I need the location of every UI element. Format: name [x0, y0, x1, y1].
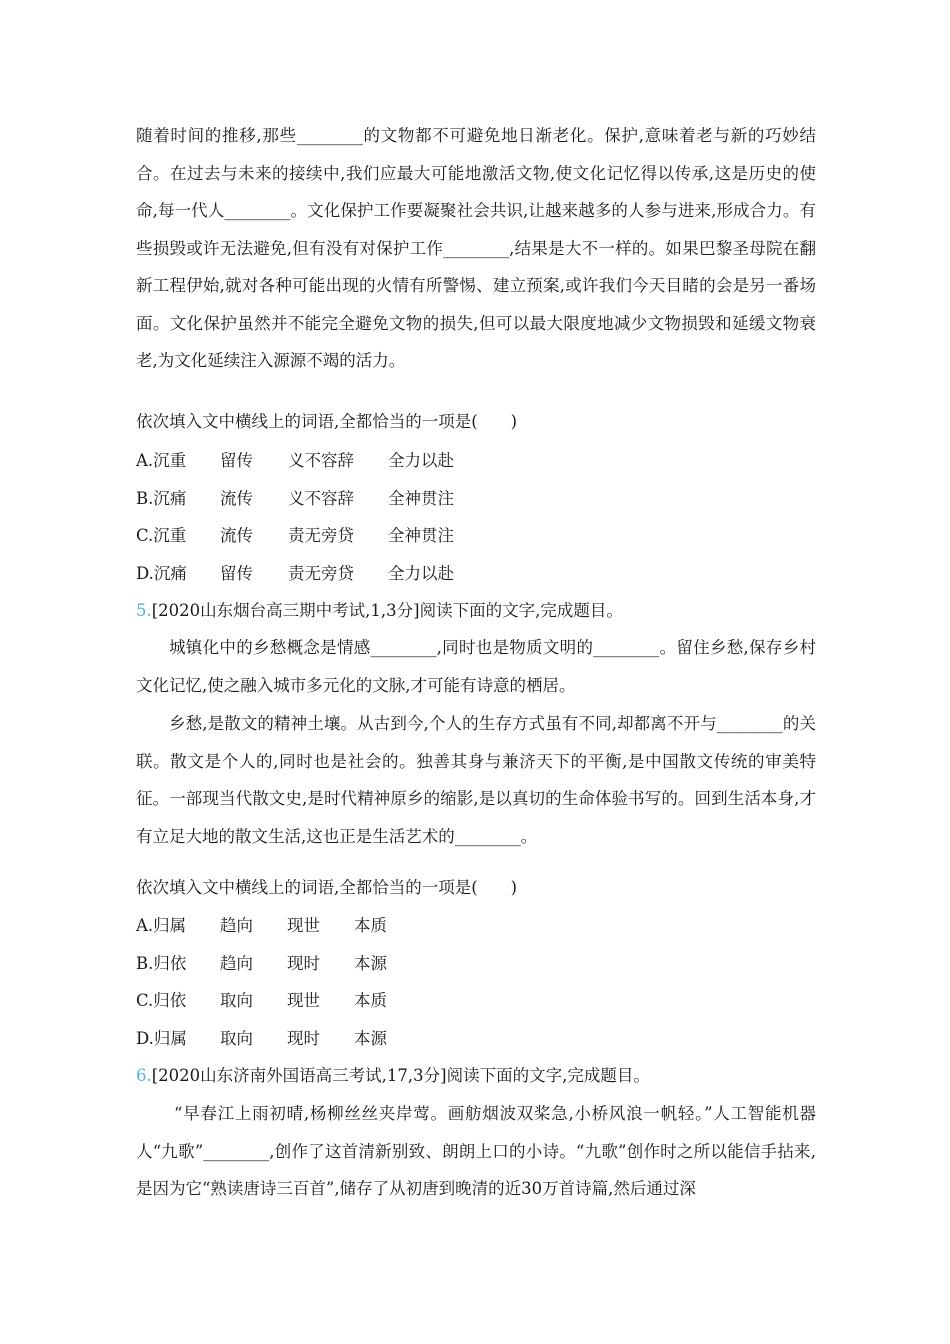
- question-5-header: [136, 592, 816, 629]
- option-a[interactable]: A.沉重 留传 义不容辞 全力以赴: [136, 442, 816, 480]
- question-5-paragraph-1: 城镇化中的乡愁概念是情感________,同时也是物质文明的________。留住乡愁,保存乡村文化记忆,使之融入城市多元化的文脉,才可能有诗意的栖居。: [136, 638, 816, 695]
- question-6-paragraph-1: “早春江上雨初晴,杨柳丝丝夹岸莺。画舫烟波双桨急,小桥风浪一帆轻。”人工智能机器人“九歌”________,创作了这首清新别致、朗朗上口的小诗。“九歌”创作时之所以能信手拈来,是因为它“熟读唐诗三百首”,储存了从初唐到晚清的近30万首诗篇,然后通过深: [136, 1104, 816, 1198]
- question-5-passage-1: [136, 629, 816, 704]
- question-source: [2020山东烟台高三期中考试,1,3分]阅读下面的文字,完成题目。: [151, 601, 623, 620]
- option-b[interactable]: B.归依 趋向 现时 本源: [136, 945, 816, 983]
- option-letter: A.: [136, 451, 154, 470]
- option-letter: A.: [136, 916, 154, 935]
- option-letter: D.: [136, 1028, 154, 1048]
- option-d[interactable]: D.沉痛 留传 责无旁贷 全力以赴: [136, 555, 816, 593]
- option-b[interactable]: B.沉痛 流传 义不容辞 全神贯注: [136, 480, 816, 518]
- question-source: [2020山东济南外国语高三考试,17,3分]阅读下面的文字,完成题目。: [151, 1066, 650, 1085]
- question-number: 5.: [136, 601, 152, 620]
- option-letter: B.: [136, 488, 154, 508]
- option-letter: D.: [136, 563, 154, 583]
- option-d[interactable]: D.归属 取向 现时 本源: [136, 1020, 816, 1058]
- question-6-header: [136, 1057, 816, 1094]
- option-letter: B.: [136, 953, 154, 973]
- option-letter: C.: [136, 991, 154, 1010]
- question-5-paragraph-2: 乡愁,是散文的精神土壤。从古到今,个人的生存方式虽有不同,却都离不开与________的关联。散文是个人的,同时也是社会的。独善其身与兼济天下的平衡,是中国散文传统的审美特征。一部现当代散文史,是时代精神原乡的缩影,是以真切的生命体验书写的。回到生活本身,才有立足大地的散文生活,这也正是生活艺术的________。: [136, 714, 816, 846]
- question-5-passage-2: [136, 705, 816, 855]
- question-4-stem-block: [136, 403, 816, 440]
- question-5-stem: 依次填入文中横线上的词语,全都恰当的一项是( ): [136, 878, 518, 897]
- passage-1-text: 随着时间的推移,那些________的文物都不可避免地日渐老化。保护,意味着老与新的巧妙结合。在过去与未来的接续中,我们应最大可能地激活文物,使文化记忆得以传承,这是历史的使命,每一代人________。文化保护工作要凝聚社会共识,让越来越多的人参与进来,形成合力。有些损毁或许无法避免,但有没有对保护工作________,结果是大不一样的。如果巴黎圣母院在翻新工程伊始,就对各种可能出现的火情有所警惕、建立预案,或许我们今天目睹的会是另一番场面。文化保护虽然并不能完全避免文物的损失,但可以最大限度地减少文物损毁和延缓文物衰老,为文化延续注入源源不竭的活力。: [136, 126, 816, 370]
- question-5-options: [136, 907, 816, 1057]
- option-letter: C.: [136, 526, 154, 545]
- option-a[interactable]: A.归属 趋向 现世 本质: [136, 907, 816, 945]
- question-6-passage: [136, 1095, 816, 1208]
- question-number: 6.: [136, 1066, 152, 1085]
- question-4-options: [136, 442, 816, 592]
- option-c[interactable]: C.归依 取向 现世 本质: [136, 982, 816, 1020]
- question-5-stem-block: [136, 869, 816, 906]
- option-c[interactable]: C.沉重 流传 责无旁贷 全神贯注: [136, 517, 816, 555]
- passage-1: [136, 117, 816, 380]
- question-4-stem: 依次填入文中横线上的词语,全都恰当的一项是( ): [136, 412, 518, 431]
